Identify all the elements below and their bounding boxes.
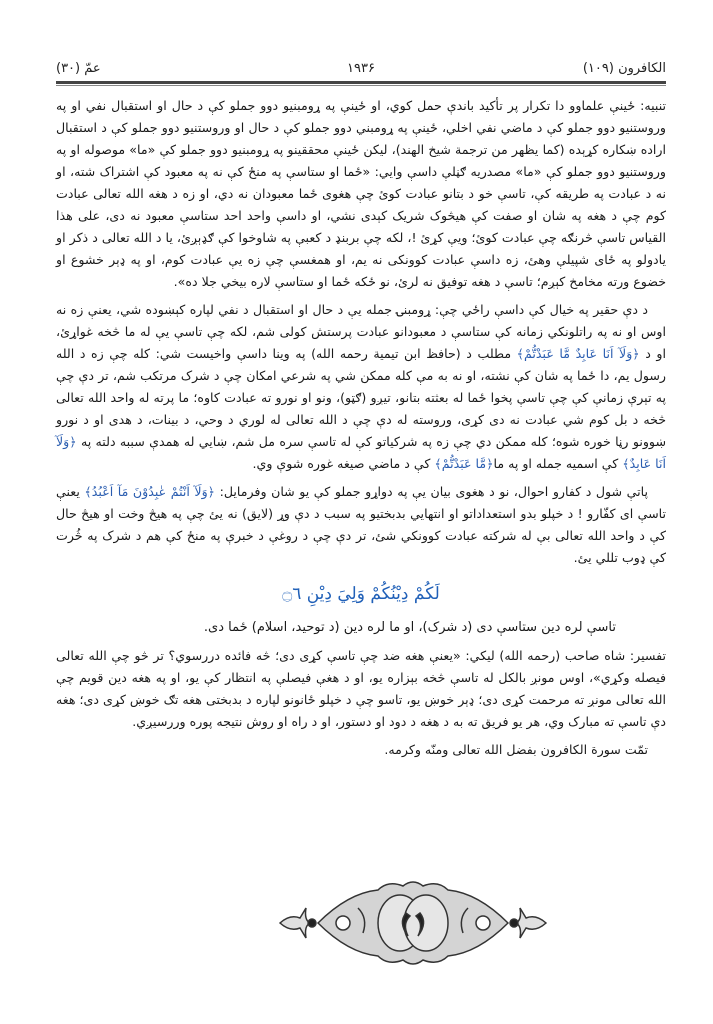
- quran-quote: ﴿مَّا عَبَدْتُّمْ﴾: [434, 456, 494, 471]
- arabesque-ornament-icon: [278, 878, 548, 968]
- header-juz: عمّ (٣٠): [56, 60, 101, 76]
- running-header: [56, 56, 666, 80]
- document-page: [56, 0, 666, 1024]
- paragraph-haqir: [56, 299, 666, 475]
- header-surah: الكافرون (١٠٩): [582, 60, 666, 76]
- paragraph-tanbih: تنبیه: ځینې علماوو دا تکرار پر تأکید باندې حمل کوي، او ځینې په ړومبنیو دوو جملو کې د حال او استقبال نفي او په وروستنیو دوو جملو کې د ماضي نفي اخلي، ځینې په ړومبني دوو جملو کې د حال او وروستنیو دوو جملو کې د استقبال اراده ښکاره کړېده (کما یظهر من ترجمة شیخ الهند)، لیکن ځینې محققینو په ړومبنیو دوو جملو کې «ما» موصوله او په وروستنیو دوو جملو کې «ما» مصدریه ګڼلې داسې وایي: «ځما او ستاسې په منځ کې نه په معبود کې اشتراک شته، او نه د عبادت په طریقه کې، تاسې خو د بتانو عبادت کوئ چې هغوی ځما معبودان نه دي، او زه د هغه الله تعالی عبادت کوم چې د هغه په شان او صفت کې هیڅوک شریک کېدی نشي، او داسې واحد احد ستاسې معبود نه دی، علی هذا القیاس تاسې څرنګه چې عبادت کوئ؛ ویې کړئ !، لکه چې بربنډ د کعبې په شاوخوا کې ګډېږئ، یا د الله تعالی د ذکر او یادولو په ځای شپیلې وهئ، زه داسې عبادت کوونکی نه یم، او همغسې چې زه یې عبادت کوم، او په ډېر خشوع او خضوع ورته مخامخ کېږم؛ تاسې د هغه توفیق نه لرئ، نو ځکه ځما او ستاسې لاره بیخي جلا ده».: [56, 98, 666, 289]
- text-run: کې د ماضي صیغه غوره شوې وي.: [252, 456, 435, 471]
- text-run: یعنې تاسې ای کفّارو ! د خپلو بدو استعداداتو او انتهایي بدبختیو په سبب د دې وړ (لایق) نه یئ چې په هیڅ وخت او هیڅ حال کې د واحد الله تعالی بې له شرکته عبادت کوونکي شئ، تر دې چې د روغې د خبرې په منځ کې هم د شرک په څُرت کې ډوب تللي یئ.: [56, 484, 666, 565]
- text-run: مطلب د (حافظ ابن تیمیة رحمه الله) په وینا داسې واخیست شي: کله چې زه د الله رسول یم، دا ځما په شان کې نشته، او نه به مې کله ممکن شي په شرعي امکان چې د شرک مرتکب شم، تر دې چې په تېرې زمانې کې چې تاسې پخوا ځما له بعثته بتانو، تیږو (ګټو)، ونو او نورو ته عبادت کاوه؛ ما پرته له واحد الله تعالی څخه د بل کوم شي عبادت نه دی کړی، وروسته له دې چې د الله تعالی له لوري د وحي، د بینات، د هدی او د نورو ښوونو رڼا خوره شوه؛ کله ممکن دي چې زه په شرکیاتو کې له تاسې سره مل شم، ښایي له همدې سببه دلته په: [56, 346, 666, 449]
- body-text: [56, 95, 666, 767]
- header-rule: [56, 81, 666, 84]
- quran-quote: ﴿وَلَآ اَنْتُمْ عٰبِدُوْنَ مَآ اَعْبُدُ﴾: [84, 484, 216, 499]
- quran-quote: ﴿وَلَآ اَنَا عَابِدٌ﴾: [56, 434, 666, 471]
- header-page-number: ١٩٣۶: [347, 60, 375, 76]
- surah-closing: تمّت سورة الکافرون بفضل الله تعالی ومنّه وکرمه.: [384, 742, 648, 757]
- quran-verse: لَكُمْ دِيْنُكُمْ وَلِيَ دِيْنِ ۝٦: [282, 584, 440, 604]
- paragraph-tafsir: تفسیر: شاه صاحب (رحمه الله) لیکي: «یعنې هغه ضد چې تاسې کړی دی؛ څه فائده دررسوي؟ تر څو چې الله تعالی فیصله وکړي»، اوس مونږ بالکل له تاسې څخه بېزاره یو، او د هغې فیصلې په انتظار کې یو، او په هغه دین قویم چې الله تعالی مونږ ته مرحمت کړی دی؛ ډېر خوښ یو، تاسو چې د خپلو ځانونو لپاره د بدبختی هغه تګ خوښ کړی دی؛ هغه دې تاسې ته مبارک وي، هر یو فریق ته به د هغه د دود او دستور، او د راه او روش نتیجه پوره وررسیږي.: [56, 648, 666, 729]
- text-run: د دې حقیر په خیال کې داسې راځي چې: ړومبنۍ جمله یې د حال او استقبال د نفي لپاره کېښوده شي، یعنې زه نه اوس او نه په راتلونکي زمانه کې ستاسې د معبودانو عبادت پرستش کولی شم، لکه چې تاسې یې له ما څخه غواړئ، او د: [56, 302, 666, 361]
- paragraph-pati: [56, 481, 666, 569]
- verse-translation: تاسې لره دین ستاسې دی (د شرک)، او ما لره دین (د توحید، اسلام) ځما دی.: [203, 620, 616, 635]
- quran-quote: ﴿وَلَآ اَنَا عَابِدٌ مَّا عَبَدْتُّمْ﴾: [516, 346, 640, 361]
- header-rule-thin: [56, 85, 666, 86]
- text-run: کې اسمیه جمله او په ما: [493, 456, 623, 471]
- text-run: پاتې شول د کفارو احوال، نو د هغوی بیان یې په دواړو جملو کې یو شان وفرمایل:: [215, 484, 648, 499]
